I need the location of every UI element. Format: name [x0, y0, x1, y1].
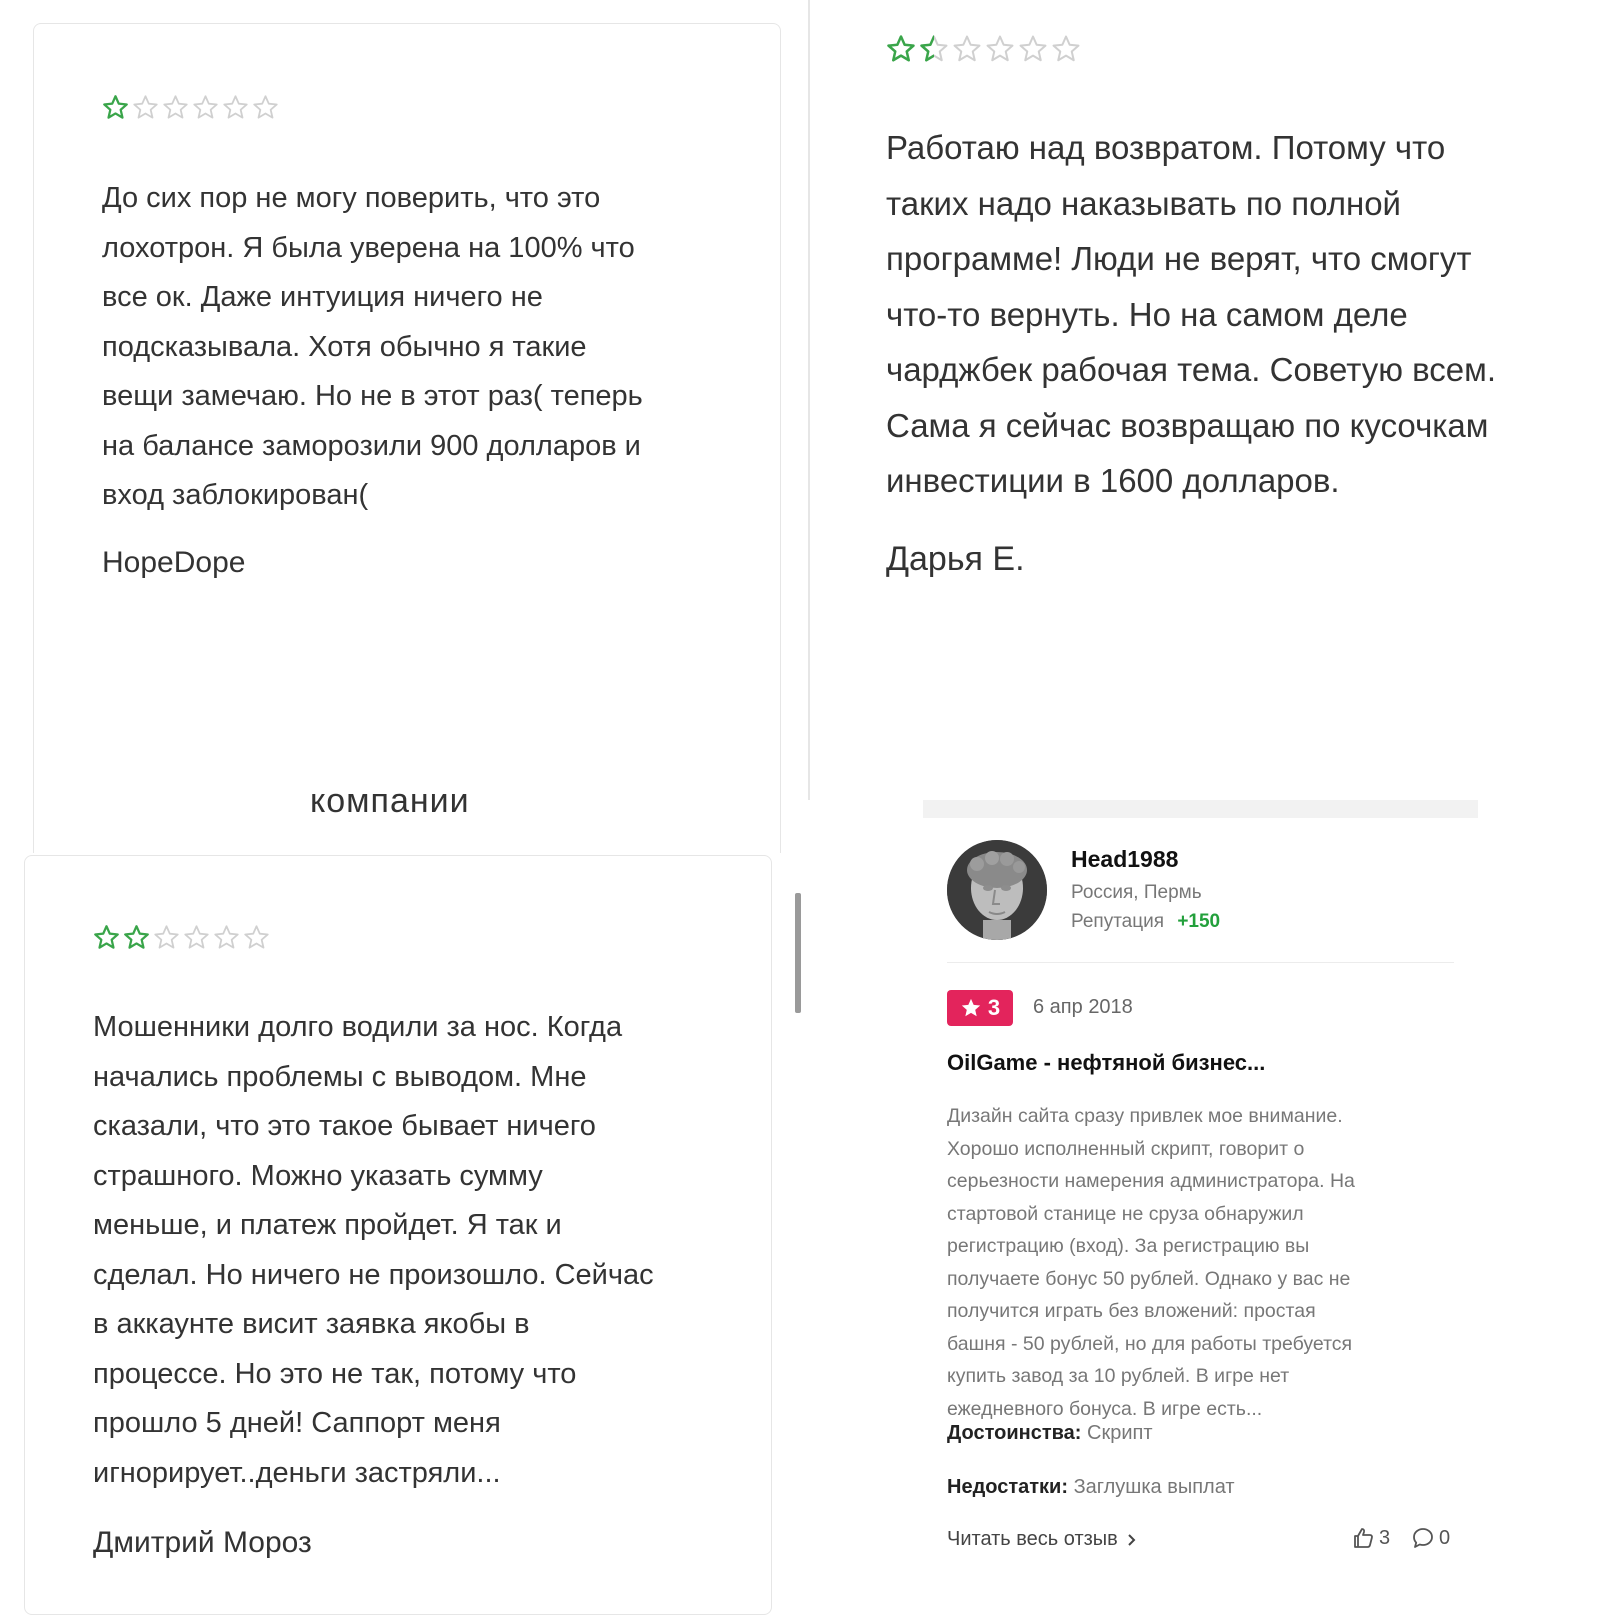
pros-label: Достоинства:: [947, 1422, 1082, 1444]
review-line: сказали, что это такое бывает ничего: [93, 1110, 596, 1142]
comment-icon: [1411, 1526, 1435, 1550]
chevron-right-icon: [1126, 1533, 1138, 1547]
scrollbar-thumb[interactable]: [795, 893, 801, 1013]
read-more-label: Читать весь отзыв: [947, 1528, 1118, 1550]
reputation-value: +150: [1177, 911, 1221, 932]
like-count: 3: [1379, 1526, 1391, 1549]
review-line: Работаю над возвратом. Потому что: [886, 129, 1446, 166]
review-date: 6 апр 2018: [1033, 996, 1133, 1018]
review-author: Дмитрий Мороз: [93, 1526, 312, 1559]
review-line: подсказывала. Хотя обычно я такие: [102, 330, 587, 363]
otzovik-review-card: [923, 800, 1478, 1600]
review-title[interactable]: OilGame - нефтяной бизнес...: [947, 1050, 1266, 1075]
review-body-line: башня - 50 рублей, но для работы требуется: [947, 1332, 1353, 1355]
review-line: меньше, и платеж пройдет. Я так и: [93, 1209, 562, 1241]
review-card-3: [24, 855, 772, 1615]
star-icon: [192, 94, 219, 121]
star-icon: [93, 924, 120, 951]
review-body-line: Дизайн сайта сразу привлек мое внимание.: [947, 1105, 1343, 1127]
review-line: игнорирует..деньги застряли...: [93, 1456, 501, 1489]
review-line: Мошенники долго водили за нос. Когда: [93, 1011, 623, 1043]
review-line: До сих пор не могу поверить, что это: [102, 182, 601, 214]
review-line: в аккаунте висит заявка якобы в: [93, 1308, 530, 1340]
review-body-line: стартовой станице не сруза обнаружил: [947, 1202, 1304, 1225]
reputation: [1071, 911, 1220, 933]
review-text: [102, 174, 742, 521]
star-icon: [919, 34, 949, 64]
review-text: [886, 120, 1586, 509]
star-icon: [213, 924, 240, 951]
rating-stars: [886, 34, 1081, 64]
star-icon: [1018, 34, 1048, 64]
review-line: начались проблемы с выводом. Мне: [93, 1060, 587, 1093]
star-icon: [123, 924, 150, 951]
review-line: Сама я сейчас возвращаю по кусочкам: [886, 406, 1489, 444]
review-author: Дарья Е.: [886, 540, 1025, 578]
review-body-line: серьезности намерения администратора. На: [947, 1170, 1355, 1192]
review-line: лохотрон. Я была уверена на 100% что: [102, 231, 635, 264]
review-body-line: купить завод за 10 рублей. В игре нет: [947, 1365, 1290, 1387]
avatar[interactable]: [947, 840, 1047, 940]
username[interactable]: Head1988: [1071, 846, 1179, 872]
rating-badge: [947, 990, 1013, 1026]
review-line: таких надо наказывать по полной: [886, 184, 1401, 222]
review-body-line: получаете бонус 50 рублей. Однако у вас не: [947, 1267, 1351, 1290]
review-card-2: [886, 0, 1586, 800]
star-icon: [960, 997, 982, 1019]
star-icon: [952, 34, 982, 64]
review-line: вход заблокирован(: [102, 479, 369, 511]
like-button[interactable]: [1351, 1526, 1390, 1550]
review-line: сделал. Но ничего не произошло. Сейчас: [93, 1258, 654, 1291]
rating-stars: [93, 924, 270, 951]
review-body-line: получится играть без вложений: простая: [947, 1300, 1316, 1322]
column-divider: [808, 0, 810, 800]
thumbs-up-icon: [1351, 1526, 1375, 1550]
review-line: процессе. Но это не так, потому что: [93, 1357, 577, 1390]
review-line: на балансе заморозили 900 долларов и: [102, 429, 641, 462]
star-icon: [1051, 34, 1081, 64]
cons-value: Заглушка выплат: [1073, 1476, 1235, 1498]
star-icon: [162, 94, 189, 121]
review-line: страшного. Можно указать сумму: [93, 1159, 543, 1192]
review-line: инвестиции в 1600 долларов.: [886, 462, 1340, 499]
review-line: все ок. Даже интуиция ничего не: [102, 281, 543, 313]
star-icon: [222, 94, 249, 121]
review-line: прошло 5 дней! Саппорт меня: [93, 1407, 501, 1439]
user-location: Россия, Пермь: [1071, 882, 1202, 903]
comment-button[interactable]: [1411, 1526, 1450, 1550]
cons: [947, 1476, 1235, 1499]
review-body-line: регистрацию (вход). За регистрацию вы: [947, 1235, 1310, 1257]
review-card-1: [33, 23, 781, 853]
star-icon: [153, 924, 180, 951]
review-body: [947, 1100, 1467, 1425]
avatar-image: [947, 840, 1047, 940]
review-line: вещи замечаю. Но не в этот раз( теперь: [102, 380, 643, 412]
review-line: что-то вернуть. Но на самом деле: [886, 295, 1408, 333]
reputation-label: Репутация: [1071, 911, 1165, 932]
star-icon: [252, 94, 279, 121]
divider: [947, 962, 1454, 963]
rating-badge-value: 3: [987, 995, 1001, 1020]
cons-label: Недостатки:: [947, 1476, 1069, 1498]
review-body-line: Хорошо исполненный скрипт, говорит о: [947, 1137, 1305, 1160]
star-icon: [243, 924, 270, 951]
review-body-line: ежедневного бонуса. В игре есть...: [947, 1397, 1263, 1420]
review-text: [93, 1003, 753, 1498]
star-icon: [886, 34, 916, 64]
star-icon: [132, 94, 159, 121]
section-label: компании: [310, 782, 470, 820]
star-icon: [985, 34, 1015, 64]
review-line: чарджбек рабочая тема. Советую всем.: [886, 351, 1497, 388]
review-line: программе! Люди не верят, что смогут: [886, 240, 1472, 277]
star-icon: [102, 94, 129, 121]
rating-stars: [102, 94, 279, 121]
read-more-link[interactable]: [947, 1528, 1138, 1551]
card-top-bar: [923, 800, 1478, 818]
review-author: HopeDope: [102, 546, 246, 579]
pros: [947, 1422, 1152, 1445]
pros-value: Скрипт: [1087, 1422, 1153, 1444]
comment-count: 0: [1439, 1526, 1451, 1549]
star-icon: [183, 924, 210, 951]
